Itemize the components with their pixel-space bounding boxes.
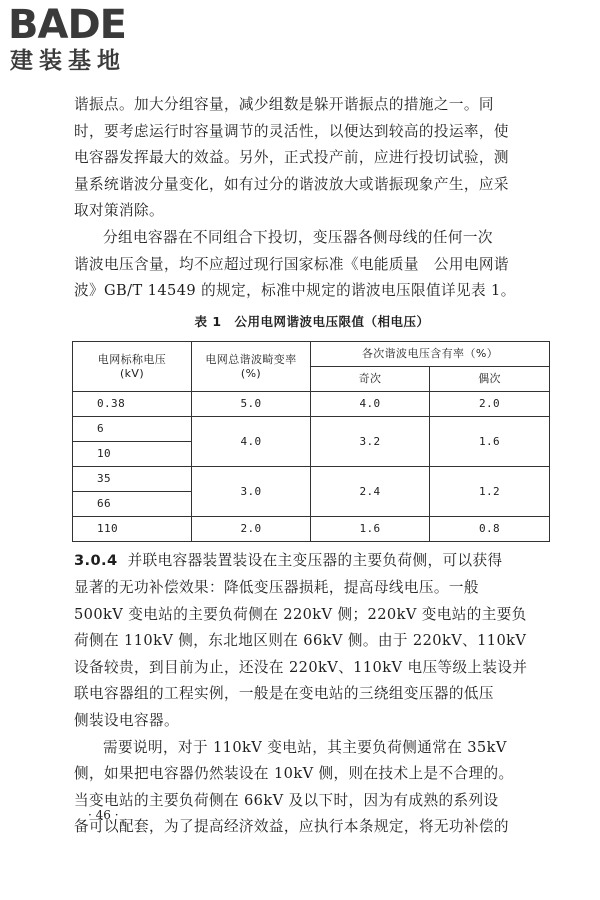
- cell-odd: 2.4: [311, 467, 430, 517]
- text-line: 并联电容器装置装设在主变压器的主要负荷侧，可以获得: [127, 552, 503, 570]
- cell-voltage: 6: [73, 417, 192, 442]
- header-thd: 电网总谐波畸变率: [205, 352, 297, 366]
- cell-odd: 3.2: [311, 417, 430, 467]
- cell-thd: 4.0: [192, 417, 311, 467]
- text-line: 取对策消除。: [74, 202, 164, 220]
- cell-voltage: 66: [73, 492, 192, 517]
- text-line: 时，要考虑运行时容量调节的灵活性，以便达到较高的投运率，使: [74, 122, 509, 140]
- text-line: 电容器发挥最大的效益。另外，正式投产前，应进行投切试验，测: [74, 149, 509, 167]
- header-even: 偶次: [430, 367, 550, 392]
- header-voltage-cell: [73, 342, 192, 392]
- text-line: 需要说明，对于 110kV 变电站，其主要负荷侧通常在 35kV: [103, 738, 507, 756]
- text-line: 荷侧在 110kV 侧，东北地区则在 66kV 侧。由于 220kV、110kV: [74, 632, 527, 650]
- text-line: 谐波电压含量，均不应超过现行国家标准《电能质量 公用电网谐: [74, 255, 509, 273]
- text-line: 侧装设电容器。: [74, 711, 179, 729]
- paragraph-2: [74, 225, 550, 305]
- cell-voltage: 10: [73, 442, 192, 467]
- cell-even: 0.8: [430, 517, 550, 542]
- text-line: 设备较贵，到目前为止，还没在 220kV、110kV 电压等级上装设并: [74, 658, 528, 676]
- text-line: 分组电容器在不同组合下投切，变压器各侧母线的任何一次: [103, 228, 493, 246]
- page-number: · 46 ·: [88, 808, 119, 822]
- header-thd-unit: (%): [240, 366, 262, 380]
- header-thd-cell: [192, 342, 311, 392]
- header-voltage-unit: (kV): [119, 366, 145, 380]
- page-content: [74, 92, 550, 841]
- cell-even: 1.6: [430, 417, 550, 467]
- header-voltage: 电网标称电压: [97, 352, 167, 366]
- cell-voltage: 35: [73, 467, 192, 492]
- table-row: [73, 467, 550, 492]
- paragraph-1: [74, 92, 550, 225]
- table-row: [73, 517, 550, 542]
- cell-even: 1.2: [430, 467, 550, 517]
- header-ratio: 各次谐波电压含有率（%）: [311, 342, 550, 367]
- cell-even: 2.0: [430, 392, 550, 417]
- section-3-0-4: [74, 548, 550, 734]
- text-line: 显著的无功补偿效果：降低变压器损耗，提高母线电压。一般: [74, 578, 479, 596]
- table-row: [73, 392, 550, 417]
- cell-voltage: 110: [73, 517, 192, 542]
- text-line: 侧，如果把电容器仍然装设在 10kV 侧，则在技术上是不合理的。: [74, 765, 514, 783]
- table-row: [73, 417, 550, 442]
- text-line: 波》GB/T 14549 的规定，标准中规定的谐波电压限值详见表 1。: [74, 282, 516, 300]
- logo-brand: BADE: [8, 2, 126, 48]
- cell-thd: 3.0: [192, 467, 311, 517]
- text-line: 量系统谐波分量变化，如有过分的谐波放大或谐振现象产生，应采: [74, 175, 509, 193]
- text-line: 备可以配套，为了提高经济效益，应执行本条规定，将无功补偿的: [74, 818, 509, 836]
- section-number: 3.0.4: [74, 552, 118, 570]
- cell-thd: 5.0: [192, 392, 311, 417]
- cell-odd: 4.0: [311, 392, 430, 417]
- bade-logo: [8, 4, 178, 84]
- cell-odd: 1.6: [311, 517, 430, 542]
- table-title: 表 1 公用电网谐波电压限值（相电压）: [194, 313, 430, 329]
- cell-voltage: 0.38: [73, 392, 192, 417]
- paragraph-4: [74, 735, 550, 841]
- text-line: 谐振点。加大分组容量，减少组数是躲开谐振点的措施之一。同: [74, 96, 494, 113]
- text-line: 当变电站的主要负荷侧在 66kV 及以下时，因为有成熟的系列设: [74, 791, 499, 809]
- cell-thd: 2.0: [192, 517, 311, 542]
- harmonic-voltage-table: [72, 341, 550, 542]
- text-line: 联电容器组的工程实例，一般是在变电站的三绕组变压器的低压: [74, 685, 494, 703]
- header-odd: 奇次: [311, 367, 430, 392]
- text-line: 500kV 变电站的主要负荷侧在 220kV 侧；220kV 变电站的主要负: [74, 605, 527, 623]
- logo-subtitle: 建装基地: [10, 48, 126, 74]
